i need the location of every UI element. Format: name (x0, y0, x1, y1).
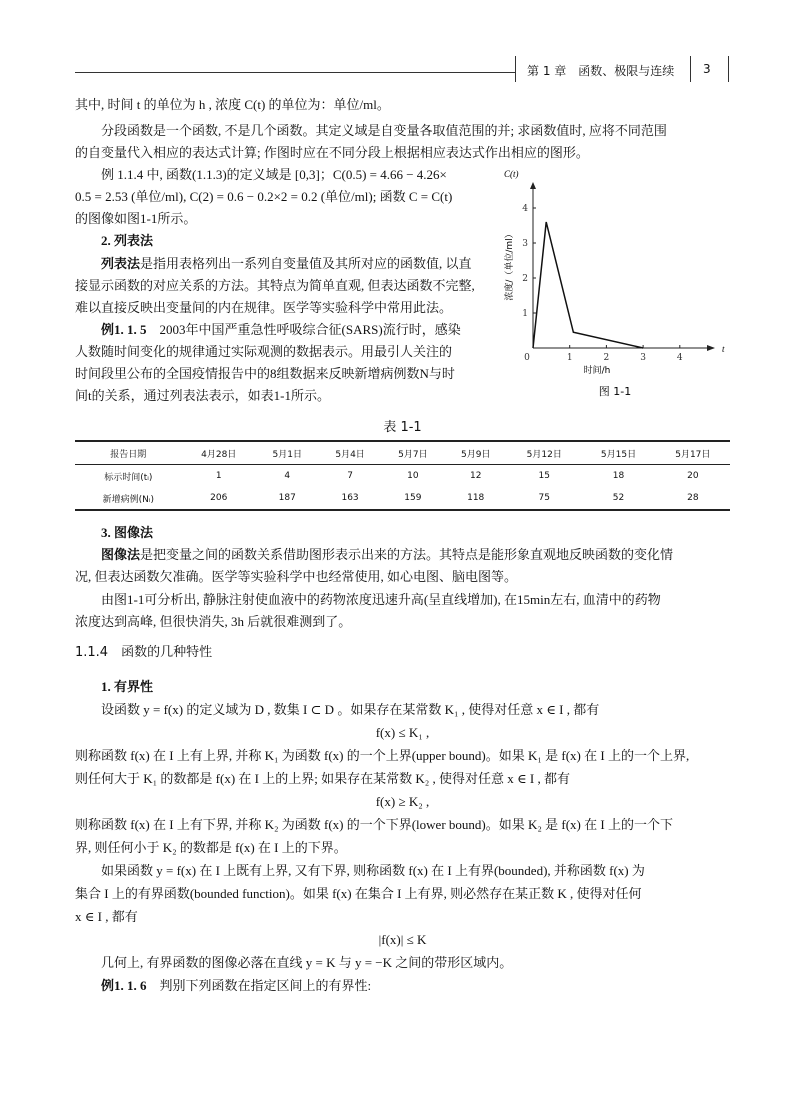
formula: f(x) ≥ K₂ , (375, 794, 430, 809)
figure-caption: 图 1-1 (598, 385, 632, 398)
example-label: 例1. 1. 6 (101, 978, 147, 993)
text-line: 人数随时间变化的规律通过实际观测的数据表示。用最引人关注的 (75, 344, 453, 359)
data-table (75, 440, 730, 511)
formula: |f(x)| ≤ K (378, 932, 427, 947)
text-line: 的自变量代入相应的表达式计算; 作图时应在不同分段上根据相应表达式作出相应的图形。 (75, 145, 589, 160)
x-axis-arrow (707, 345, 715, 351)
table-cell: 52 (581, 487, 655, 510)
x-axis-name: t (722, 344, 725, 354)
y-tick-label: 2 (522, 274, 528, 284)
text-line: 其中, 时间 t 的单位为 h , 浓度 C(t) 的单位为：单位/ml。 (75, 97, 390, 112)
term: 图像法 (101, 547, 141, 562)
table-cell: 5月1日 (256, 441, 319, 465)
table-cell: 标示时间(tᵢ) (104, 472, 153, 483)
header-divider (728, 56, 729, 82)
text-line: x ∈ I , 都有 (75, 909, 138, 924)
y-axis-name: C(t) (504, 169, 519, 179)
table-cell: 新增病例(Nᵢ) (75, 487, 182, 510)
table-header-row (75, 441, 730, 465)
figure-1-1 (500, 165, 740, 405)
text: 2003年中国严重急性呼吸综合征(SARS)流行时，感染 (146, 322, 461, 337)
text-line: 则称函数 f(x) 在 I 上有下界, 并称 K₂ 为函数 f(x) 的一个下界(lower bound)。如果 K₂ 是 f(x) 在 I 上的一个下 (75, 817, 673, 832)
table-cell: 15 (538, 471, 550, 481)
table-cell: 20 (687, 471, 699, 481)
header-divider (515, 56, 516, 82)
text: 是指用表格列出一系列自变量值及其所对应的函数值, 以直 (140, 256, 472, 271)
y-tick-label: 4 (522, 204, 528, 214)
text-line (101, 321, 461, 339)
table-cell: 12 (469, 471, 482, 481)
table-cell: 5月17日 (656, 441, 730, 465)
text-line: 几何上, 有界函数的图像必落在直线 y = K 与 y = −K 之间的带形区域内。 (101, 955, 513, 970)
table-cell: 4月28日 (182, 441, 256, 465)
table-cell: 5月9日 (444, 441, 507, 465)
text-line: 集合 I 上的有界函数(bounded function)。如果 f(x) 在集合 I 上有界, 则必然存在某正数 K , 使得对任何 (75, 886, 642, 901)
example-label: 例1. 1. 5 (101, 322, 147, 337)
section-heading: 3. 图像法 (101, 525, 154, 540)
y-tick-label: 3 (522, 239, 528, 249)
subsection-heading: 1.1.4 函数的几种特性 (75, 645, 213, 660)
chapter-title: 第 1 章 函数、极限与连续 (527, 64, 675, 78)
text-line: 的图像如图1-1所示。 (75, 211, 197, 226)
table-cell: 10 (407, 471, 419, 481)
x-tick-label: 3 (640, 353, 646, 363)
table-cell: 5月15日 (581, 441, 655, 465)
table-row (75, 465, 730, 488)
table-cell: 118 (444, 487, 507, 510)
page-number: 3 (703, 62, 711, 76)
section-heading: 1. 有界性 (101, 679, 154, 694)
section-heading: 2. 列表法 (101, 233, 154, 248)
text-line: 浓度达到高峰, 但很快消失, 3h 后就很难测到了。 (75, 614, 352, 629)
table-cell: 1 (215, 471, 222, 481)
text-line: 间t的关系，通过列表法表示，如表1-1所示。 (75, 388, 330, 403)
text-line: 则任何大于 K₁ 的数都是 f(x) 在 I 上的上界; 如果存在某常数 K₂ , 使得对任意 x ∈ I , 都有 (75, 771, 570, 786)
text-line: 如果函数 y = f(x) 在 I 上既有上界, 又有下界, 则称函数 f(x) 在 I 上有界(bounded), 并称函数 f(x) 为 (101, 863, 645, 878)
header-divider (690, 56, 691, 82)
text-line: 0.5 = 2.53 (单位/ml), C(2) = 0.6 − 0.2×2 = 0.2 (单位/ml); 函数 C = C(t) (75, 189, 453, 204)
text-line: 由图1-1可分析出, 静脉注射使血液中的药物浓度迅速升高(呈直线增加), 在15min左右, 血清中的药物 (101, 592, 661, 607)
text-line: 则称函数 f(x) 在 I 上有上界, 并称 K₁ 为函数 f(x) 的一个上界(upper bound)。如果 K₁ 是 f(x) 在 I 上的一个上界, (75, 748, 690, 763)
table-caption: 表 1-1 (383, 420, 422, 435)
table-cell: 18 (612, 471, 625, 481)
x-axis-label: 时间/h (583, 366, 611, 376)
text-line (101, 977, 371, 995)
text-line: 分段函数是一个函数, 不是几个函数。其定义域是自变量各取值范围的并; 求函数值时, 应将不同范围 (101, 123, 667, 138)
table-row (75, 487, 730, 510)
y-axis-arrow (530, 182, 536, 189)
table-cell: 5月4日 (319, 441, 382, 465)
text-line: 时间段里公布的全国疫情报告中的8组数据来反映新增病例数N与时 (75, 366, 455, 381)
table-cell: 75 (507, 487, 581, 510)
text-line (101, 255, 472, 273)
text: 是把变量之间的函数关系借助图形表示出来的方法。其特点是能形象直观地反映函数的变化情 (140, 547, 674, 562)
text-line: 难以直接反映出变量间的内在规律。医学等实验科学中常用此法。 (75, 300, 453, 315)
text-line: 界, 则任何小于 K₂ 的数都是 f(x) 在 I 上的下界。 (75, 840, 347, 855)
x-tick-label: 0 (524, 353, 530, 363)
table-cell: 163 (319, 487, 382, 510)
text-line (101, 546, 673, 564)
header-rule (75, 72, 515, 73)
y-axis-label: 浓度/（单位/ml） (505, 229, 515, 301)
table-cell: 28 (656, 487, 730, 510)
table-cell: 5月7日 (381, 441, 444, 465)
table-cell: 5月12日 (507, 441, 581, 465)
term: 列表法 (101, 256, 141, 271)
text-line: 况, 但表达函数欠准确。医学等实验科学中也经常使用, 如心电图、脑电图等。 (75, 569, 518, 584)
table-cell: 159 (381, 487, 444, 510)
text-line: 设函数 y = f(x) 的定义域为 D , 数集 I ⊂ D 。如果存在某常数 K₁ , 使得对任意 x ∈ I , 都有 (101, 702, 600, 717)
formula: f(x) ≤ K₁ , (375, 725, 430, 740)
text-line: 接显示函数的对应关系的方法。其特点为简单直观, 但表达函数不完整, (75, 278, 475, 293)
concentration-line (533, 222, 643, 348)
x-tick-label: 1 (566, 353, 573, 363)
table-cell: 7 (347, 471, 353, 481)
table-cell: 报告日期 (75, 441, 182, 465)
x-tick-label: 2 (603, 353, 610, 363)
text: 判别下列函数在指定区间上的有界性: (146, 978, 372, 993)
text-line: 例 1.1.4 中, 函数(1.1.3)的定义域是 [0,3]；C(0.5) = 4.66 − 4.26× (101, 167, 447, 182)
x-tick-label: 4 (676, 353, 683, 363)
table-cell: 206 (182, 487, 256, 510)
table-cell: 4 (284, 471, 291, 481)
table-cell: 187 (256, 487, 319, 510)
y-tick-label: 1 (522, 309, 528, 319)
